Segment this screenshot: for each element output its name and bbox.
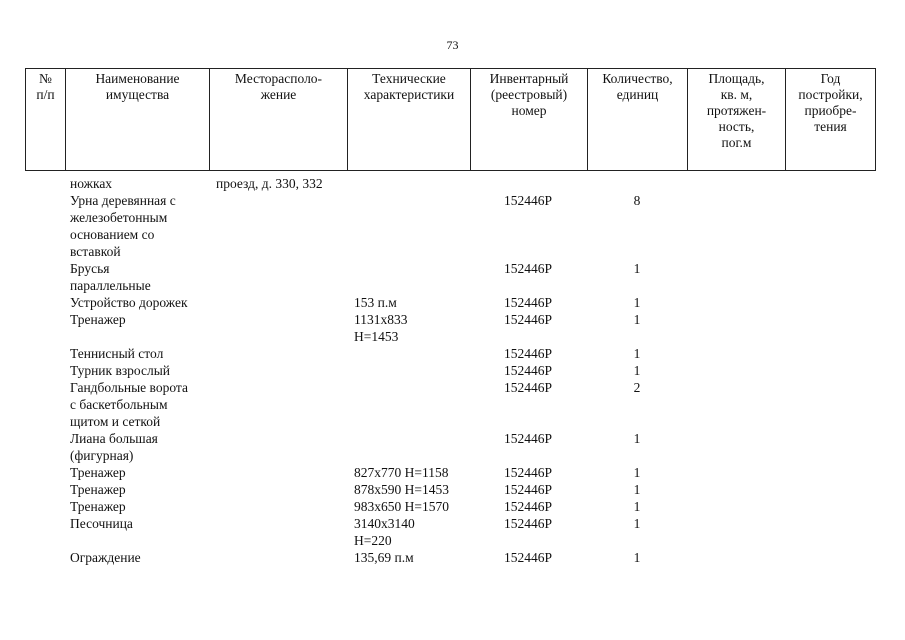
item-name: ножках: [70, 176, 113, 191]
item-inventory-number: 152446Р: [503, 346, 552, 361]
item-name: Тренажер: [70, 482, 126, 497]
item-quantity: 1: [633, 431, 641, 446]
item-name: Брусья параллельные: [70, 261, 151, 293]
item-quantity: 1: [633, 550, 641, 565]
item-name: Тренажер: [70, 312, 126, 327]
item-quantity: 1: [633, 482, 641, 497]
item-quantity: 1: [633, 465, 641, 480]
item-name: Теннисный стол: [70, 346, 164, 361]
item-quantity: 1: [633, 261, 641, 276]
header-location: Месторасполо- жение: [210, 69, 348, 171]
item-quantity: 1: [633, 312, 641, 327]
item-location: проезд, д. 330, 332: [216, 176, 323, 191]
header-quantity: Количество, единиц: [588, 69, 688, 171]
item-inventory-number: 152446Р: [503, 550, 552, 565]
item-name: Устройство дорожек: [70, 295, 188, 310]
header-number: № п/п: [26, 69, 66, 171]
item-inventory-number: 152446Р: [503, 499, 552, 514]
item-tech: 983х650 Н=1570: [354, 499, 449, 514]
header-inventory: Инвентарный (реестровый) номер: [471, 69, 588, 171]
item-quantity: 8: [633, 193, 641, 208]
item-inventory-number: 152446Р: [503, 516, 552, 531]
item-name: Гандбольные ворота с баскетбольным щитом и сеткой: [70, 380, 188, 429]
item-name: Тренажер: [70, 465, 126, 480]
item-inventory-number: 152446Р: [503, 193, 552, 208]
item-name: Тренажер: [70, 499, 126, 514]
header-area: Площадь, кв. м, протяжен- ность, пог.м: [688, 69, 786, 171]
item-inventory-number: 152446Р: [503, 482, 552, 497]
item-quantity: 2: [633, 380, 641, 395]
item-tech: 878х590 Н=1453: [354, 482, 449, 497]
header-name: Наименование имущества: [66, 69, 210, 171]
item-inventory-number: 152446Р: [503, 431, 552, 446]
item-name: Турник взрослый: [70, 363, 171, 378]
item-tech: 1131х833 Н=1453: [354, 312, 408, 344]
item-tech: 135,69 п.м: [354, 550, 414, 565]
table-header: [25, 68, 876, 171]
item-inventory-number: 152446Р: [503, 465, 552, 480]
header-year: Год постройки, приобре- тения: [786, 69, 876, 171]
item-quantity: 1: [633, 363, 641, 378]
item-tech: 827х770 Н=1158: [354, 465, 449, 480]
item-name: Песочница: [70, 516, 133, 531]
item-name: Урна деревянная с железобетонным основанием со вставкой: [70, 193, 176, 259]
header-tech: Технические характеристики: [348, 69, 471, 171]
item-quantity: 1: [633, 499, 641, 514]
item-inventory-number: 152446Р: [503, 295, 552, 310]
item-tech: 3140х3140 Н=220: [354, 516, 415, 548]
page-number: 73: [446, 38, 459, 52]
item-inventory-number: 152446Р: [503, 380, 552, 395]
item-tech: 153 п.м: [354, 295, 397, 310]
item-name: Ограждение: [70, 550, 141, 565]
item-inventory-number: 152446Р: [503, 312, 552, 327]
item-name: Лиана большая (фигурная): [70, 431, 158, 463]
item-inventory-number: 152446Р: [503, 363, 552, 378]
item-quantity: 1: [633, 516, 641, 531]
item-quantity: 1: [633, 346, 641, 361]
item-quantity: 1: [633, 295, 641, 310]
item-inventory-number: 152446Р: [503, 261, 552, 276]
